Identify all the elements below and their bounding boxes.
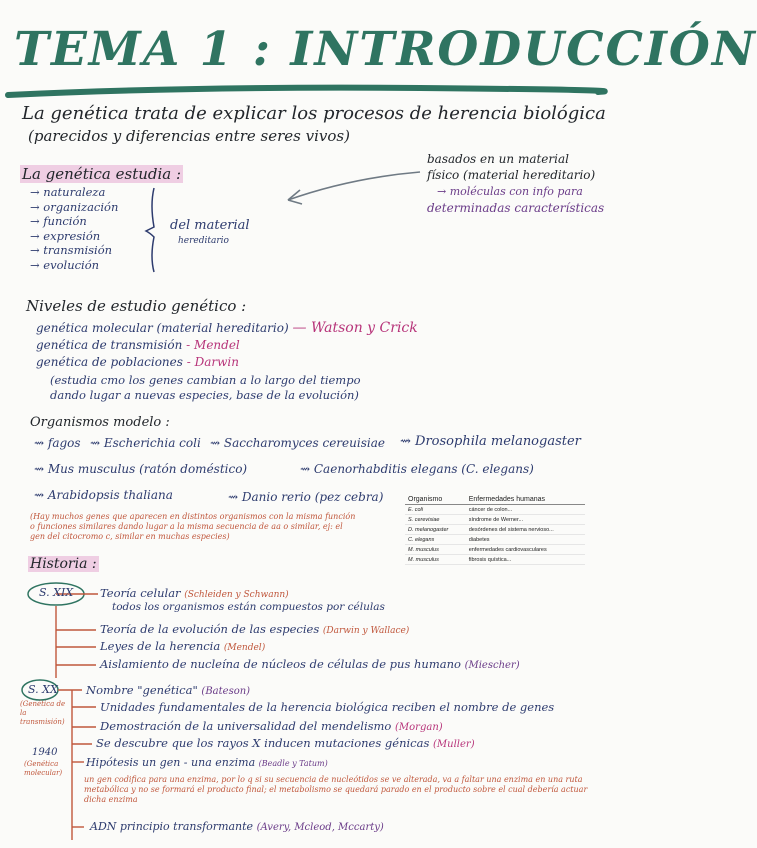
- table-cell: desórdenes del sistema nervioso...: [466, 525, 585, 535]
- org-label: Arabidopsis thaliana: [47, 488, 173, 502]
- sxx-label: S. XX: [28, 683, 58, 696]
- table-row: [405, 525, 585, 535]
- estudia-list: [30, 185, 118, 272]
- nivel-author: - Mendel: [186, 338, 240, 352]
- table-header: Organismo: [405, 495, 466, 505]
- org-label: Escherichia coli: [103, 436, 201, 450]
- table-cell: E. coli: [405, 505, 466, 515]
- hist-text: Demostración de la universalidad del mendelismo: [100, 719, 392, 733]
- org-danio: ⇝ Danio rerio (pez cebra): [228, 490, 384, 504]
- nivel-text: genética molecular (material hereditario): [36, 321, 289, 335]
- niveles-note1: (estudia cmo los genes cambian a lo largo del tiempo: [50, 373, 361, 387]
- org-arabid: ⇝ Arabidopsis thaliana: [34, 488, 173, 502]
- hist-item: [86, 683, 250, 697]
- hist-item: [100, 622, 409, 636]
- estudia-item: → expresión: [30, 228, 101, 243]
- hist-text: Hipótesis un gen - una enzima: [86, 756, 256, 769]
- estudia-item: → función: [30, 214, 87, 228]
- nivel-text: genética de transmisión: [36, 338, 183, 352]
- hist-item: [100, 586, 289, 600]
- curved-arrow-icon: [270, 160, 440, 220]
- hist-ref: (Darwin y Wallace): [322, 626, 410, 636]
- title-underline: [0, 0, 600, 120]
- table-cell: cáncer de colon...: [466, 505, 585, 515]
- table-cell: M. musculus: [405, 555, 466, 565]
- niveles-heading: Niveles de estudio genético :: [26, 297, 247, 315]
- hist-item: [96, 736, 475, 750]
- nivel-item: [36, 320, 418, 337]
- org-droso: ⇝ Drosophila melanogaster: [400, 434, 581, 449]
- hist-ref: (Morgan): [395, 722, 443, 733]
- hist-ref: (Mendel): [223, 643, 266, 653]
- hist-text: Se descubre que los rayos X inducen mutaciones génicas: [96, 736, 430, 750]
- org-label: Drosophila melanogaster: [415, 434, 581, 449]
- nivel-text: genética de poblaciones: [36, 355, 183, 369]
- org-label: Caenorhabditis elegans (C. elegans): [313, 462, 534, 476]
- nivel-item: [36, 337, 418, 354]
- basados-line4: determinadas características: [427, 201, 605, 215]
- org-label: Saccharomyces cereuisiae: [223, 436, 385, 450]
- intro-line1: La genética trata de explicar los procesos de herencia biológica: [22, 103, 606, 124]
- nivel-item: [36, 354, 418, 371]
- org-sacch: ⇝ Saccharomyces cereuisiae: [210, 436, 385, 450]
- hist-item: [100, 719, 443, 733]
- nivel-author: - Darwin: [186, 355, 239, 369]
- hist-item: [100, 639, 265, 653]
- table-cell: C. elegans: [405, 535, 466, 545]
- hist-ref: (Miescher): [464, 660, 520, 671]
- hist-ref: (Muller): [433, 739, 475, 750]
- org-label: fagos: [47, 436, 81, 450]
- sxx-note: (Genética de la transmisión): [20, 700, 66, 726]
- table-row: [405, 505, 585, 515]
- nivel-author: — Watson y Crick: [292, 320, 418, 336]
- estudia-heading: [20, 165, 183, 183]
- table-cell: D. melanogaster: [405, 525, 466, 535]
- hist-item: Unidades fundamentales de la herencia biológica reciben el nombre de genes: [100, 700, 555, 714]
- niveles-note2: dando lugar a nuevas especies, base de la evolución): [50, 388, 359, 402]
- hist-ref: (Beadle y Tatum): [258, 759, 328, 768]
- del-material: del material: [170, 218, 250, 233]
- niveles-list: [36, 320, 418, 371]
- org-fagos: ⇝ fagos: [34, 436, 81, 450]
- organism-table: [405, 495, 585, 565]
- basados-line3: → moléculas con info para: [437, 185, 583, 198]
- gen-note: un gen codifica para una enzima, por lo q si su secuencia de nucleótidos se ve alterada, va a faltar una enzima en una ruta metabólica y no se formará el producto final; el metabolismo se quedará parado en el producto sobre el cual debería actuar dicha enzima: [84, 775, 588, 804]
- hist-ref: (Bateson): [201, 686, 251, 697]
- hist-text: Aislamiento de nucleína de núcleos de células de pus humano: [100, 657, 461, 671]
- basados-line1: basados en un material: [427, 152, 569, 166]
- table-row: [405, 515, 585, 525]
- hereditario: hereditario: [178, 236, 229, 246]
- year-1940: 1940: [32, 747, 58, 758]
- table-cell: M. musculus: [405, 545, 466, 555]
- organismos-heading: Organismos modelo :: [30, 415, 170, 430]
- estudia-item: → organización: [30, 199, 119, 214]
- y1940-note: (Genética molecular): [24, 760, 63, 777]
- hist-text: Teoría de la evolución de las especies: [100, 622, 320, 636]
- table-cell: S. cerevisiae: [405, 515, 466, 525]
- org-celegans: ⇝ Caenorhabditis elegans (C. elegans): [300, 462, 534, 476]
- hist-text: Leyes de la herencia: [100, 639, 221, 653]
- table-row: [405, 545, 585, 555]
- estudia-item: → naturaleza: [30, 185, 106, 199]
- intro-line2: (parecidos y diferencias entre seres vivos): [28, 127, 350, 145]
- table-row: [405, 555, 585, 565]
- sxix-label: S. XIX: [39, 586, 74, 599]
- table-cell: enfermedades cardiovasculares: [466, 545, 585, 555]
- organismos-note: (Hay muchos genes que aparecen en distintos organismos con la misma función o funciones similares dando lugar a la misma secuencia de aa o similar, ej: el gen del citocromo c, similar en muchas especies): [30, 512, 356, 541]
- org-mus: ⇝ Mus musculus (ratón doméstico): [34, 462, 248, 476]
- org-label: Danio rerio (pez cebra): [241, 490, 384, 504]
- hist-text: Teoría celular: [100, 586, 181, 600]
- table-cell: diabetes: [466, 535, 585, 545]
- table-row: [405, 535, 585, 545]
- page-title: TEMA 1 : INTRODUCCIÓN: [14, 22, 757, 77]
- org-ecoli: ⇝ Escherichia coli: [90, 436, 201, 450]
- hist-ref: (Avery, Mcleod, Mccarty): [256, 822, 384, 833]
- basados-line2: físico (material hereditario): [427, 168, 596, 182]
- table-cell: fibrosis quística...: [466, 555, 585, 565]
- estudia-item: → transmisión: [30, 243, 113, 257]
- estudia-item: → evolución: [30, 257, 100, 272]
- hist-text: ADN principio transformante: [90, 820, 254, 833]
- hist-item: [86, 756, 328, 769]
- table-cell: síndrome de Werner...: [466, 515, 585, 525]
- hist-item: [90, 820, 384, 833]
- table-header: Enfermedades humanas: [466, 495, 585, 505]
- org-label: Mus musculus (ratón doméstico): [47, 462, 248, 476]
- historia-heading-text: Historia :: [30, 556, 97, 572]
- hist-text: Nombre "genética": [86, 683, 198, 697]
- hist-item: [100, 657, 520, 671]
- hist-ref: (Schleiden y Schwann): [184, 590, 289, 600]
- estudia-heading-text: La genética estudia :: [22, 165, 182, 183]
- hist-subitem: todos los organismos están compuestos por células: [112, 601, 385, 613]
